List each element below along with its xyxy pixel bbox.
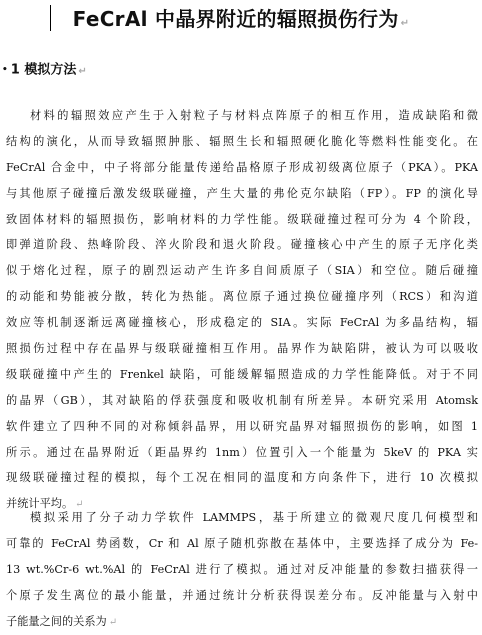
line-text: 级联碰撞中产生的 Frenkel 缺陷，可能缓解辐照造成的力学性能降低。对于不同 <box>6 367 478 381</box>
paragraph-mark-icon: ↵ <box>108 616 118 628</box>
paragraph-line <box>6 129 478 155</box>
line-text: 并统计平均。 <box>6 497 74 511</box>
text-cursor <box>50 5 51 31</box>
paragraph-line <box>6 414 478 440</box>
paragraph-line <box>6 336 478 362</box>
paragraph-line <box>6 362 478 388</box>
section-heading <box>2 61 87 81</box>
line-text: 照损伤过程中存在晶界与级联碰撞相互作用。晶界作为缺陷阱，被认为可以吸收 <box>6 342 478 356</box>
paragraph-line <box>6 103 478 129</box>
line-text: 软件建立了四种不同的对称倾斜晶界，用以研究晶界对辐照损伤的影响，如图 1 <box>6 419 478 433</box>
paragraph-line <box>6 465 478 491</box>
section-heading-text: 1 模拟方法 <box>10 62 77 78</box>
line-text: FeCrAl 合金中，中子将部分能量传递给晶格原子形成初级离位原子（PKA）。PKA <box>6 160 478 174</box>
paragraph-mark-icon: ↵ <box>75 499 84 511</box>
line-text: 的动能和势能被分散，转化为热能。离位原子通过换位碰撞序列（RCS）和沟道 <box>6 290 478 304</box>
line-text: 个原子发生离位的最小能量，并通过统计分析获得误差分布。反冲能量与入射中 <box>6 588 478 602</box>
paragraph-line <box>6 284 478 310</box>
paragraph-line <box>6 557 478 583</box>
line-text: 结构的演化，从而导致辐照肿胀、辐照生长和辐照硬化脆化等燃料性能变化。在 <box>6 134 478 148</box>
paragraph-line <box>6 388 478 414</box>
paragraph-line <box>6 181 478 207</box>
paragraph-line <box>6 207 478 233</box>
line-text: 与其他原子碰撞后激发级联碰撞，产生大量的弗伦克尔缺陷（FP）。FP 的演化导 <box>6 186 478 200</box>
line-text: 可靠的 FeCrAl 势函数，Cr 和 Al 原子随机弥散在基体中，主要选择了成分为 Fe- <box>6 536 478 550</box>
line-text: 的晶界（GB），其对缺陷的俘获强度和吸收机制有所差异。本研究采用 Atomsk <box>6 393 478 407</box>
line-text: 现级联碰撞过程的模拟，每个工况在相同的温度和方向条件下，进行 10 次模拟 <box>6 471 478 485</box>
paragraph-line <box>6 155 478 181</box>
body-paragraph-1 <box>6 103 478 517</box>
document-title-text: FeCrAl 中晶界附近的辐照损伤行为 <box>72 7 399 31</box>
line-text: 子能量之间的关系为 <box>6 614 107 628</box>
paragraph-line <box>6 310 478 336</box>
line-text: 即弹道阶段、热峰阶段、淬火阶段和退火阶段。碰撞核心中产生的原子无序化类 <box>6 238 478 252</box>
paragraph-line <box>6 440 478 466</box>
line-text: 所示。通过在晶界附近（距晶界约 1nm）位置引入一个能量为 5keV 的 PKA 实 <box>6 445 478 459</box>
paragraph-line <box>6 609 478 635</box>
paragraph-line <box>6 583 478 609</box>
paragraph-line <box>6 232 478 258</box>
paragraph-mark-icon: ↵ <box>400 18 410 29</box>
line-text: 13 wt.%Cr-6 wt.%Al 的 FeCrAl 进行了模拟。通过对反冲能量的参数扫描获得一 <box>6 562 478 576</box>
paragraph-mark-icon: ↵ <box>78 65 87 77</box>
body-paragraph-2 <box>6 505 478 634</box>
paragraph-line <box>6 258 478 284</box>
paragraph-line <box>6 505 478 531</box>
document-title <box>0 4 482 39</box>
line-text: 材料的辐照效应产生于入射粒子与材料点阵原子的相互作用，造成缺陷和微 <box>30 109 478 122</box>
line-text: 致固体材料的辐照损伤，影响材料的力学性能。级联碰撞过程可分为 4 个阶段， <box>6 212 478 226</box>
heading-bullet-icon: • <box>2 65 8 75</box>
line-text: 模拟采用了分子动力学软件 LAMMPS，基于所建立的微观尺度几何模型和 <box>30 511 478 524</box>
line-text: 效应等机制逐渐远离碰撞核心，形成稳定的 SIA。实际 FeCrAl 为多晶结构，辐 <box>6 316 478 330</box>
line-text: 似于熔化过程，原子的剧烈运动产生许多自间质原子（SIA）和空位。随后碰撞 <box>6 264 478 278</box>
paragraph-line <box>6 531 478 557</box>
